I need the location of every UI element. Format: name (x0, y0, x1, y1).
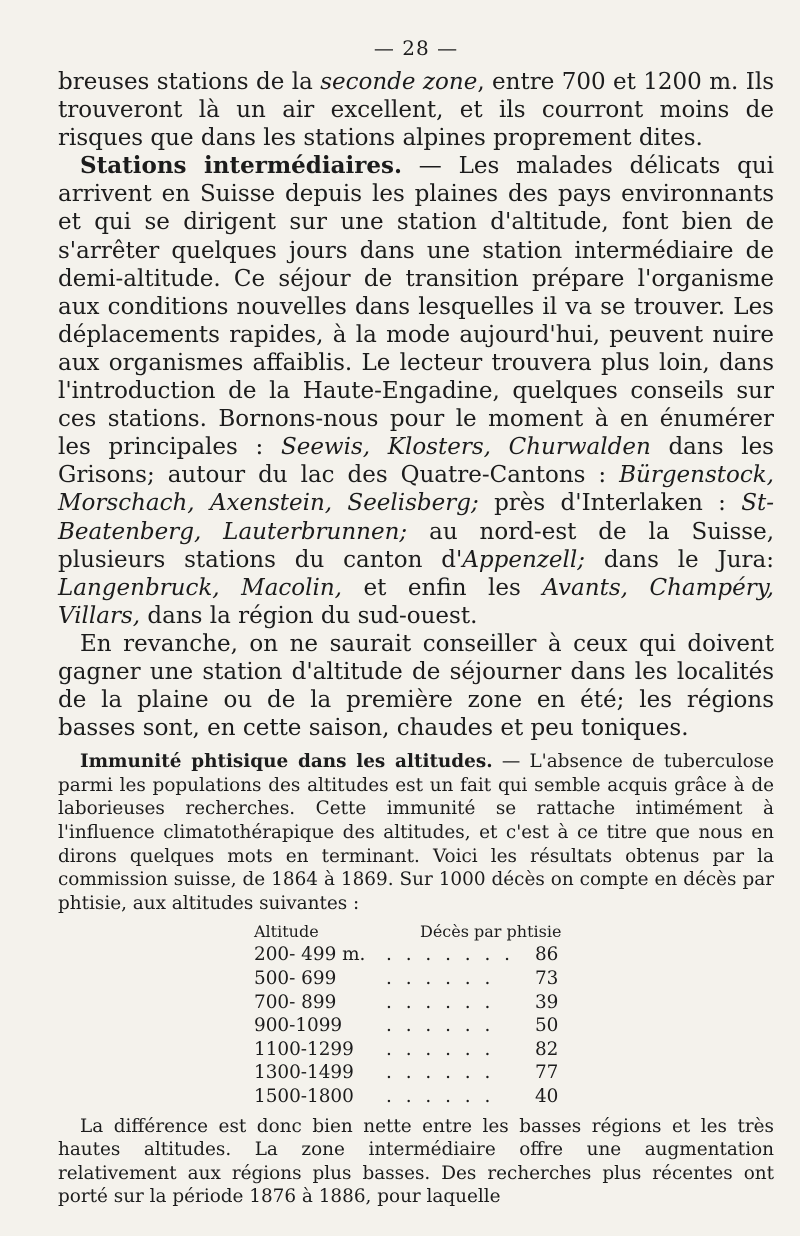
leader-dots: . . . . . . (386, 1015, 495, 1037)
paragraph-zone (58, 68, 774, 152)
altitude-cell: 900-1099 (254, 1015, 343, 1037)
italic-place-names: Avants, Champéry, Villars, (58, 574, 774, 629)
deaths-cell: 77 (534, 1062, 559, 1084)
table-row (254, 1085, 561, 1109)
leader-dots: . . . . . . . (386, 944, 514, 966)
text-run: — L'absence de tuberculose parmi les populations des altitudes est un fait qui semble acquis grâce à de laborieuses recherches. Cette immunité se rattache intimément à l'influence climatothérapique des altitudes, et c'est à ce titre que nous en dirons quelques mots en terminant. Voici les résultats obtenus par la commission suisse, de 1864 à 1869. Sur 1000 décès on compte en décès par phtisie, aux altitudes suivantes : (58, 751, 774, 914)
table-row (254, 1014, 561, 1038)
section-heading-immunity: Immunité phtisique dans les altitudes. (80, 751, 493, 773)
table-row (254, 991, 561, 1015)
text-run: — Les malades délicats qui arrivent en Suisse depuis les plaines des pays environnants et qui se dirigent sur une station d'altitude, font bien de s'arrêter quelques jours dans une station intermédiaire de demi-altitude. Ce séjour de transition prépare l'organisme aux conditions nouvelles dans lesquelles il va se trouver. Les déplacements rapides, à la mode aujourd'hui, peuvent nuire aux organismes affaiblis. Le lecteur trouvera plus loin, dans l'introduction de la Haute-Engadine, quelques conseils sur ces stations. Bornons-nous pour le moment à en énumérer les principales : (58, 153, 774, 461)
text-run: breuses stations de la (58, 69, 321, 95)
paragraph-conclusion: La différence est donc bien nette entre les basses régions et les très hautes altitudes. La zone intermédiaire offre une augmentation relativement aux régions plus basses. Des recherches plus récentes ont porté sur la période 1876 à 1886, pour laquelle (58, 1115, 774, 1208)
text-run: près d'Interlaken : (478, 490, 742, 517)
altitude-cell: 1100-1299 (254, 1038, 354, 1060)
deaths-cell: 82 (534, 1038, 559, 1060)
altitude-cell: 500- 699 (254, 968, 337, 989)
italic-place-names: Bürgenstock, Morschach, Axenstein, Seelisberg; (58, 462, 774, 517)
col-header-altitude: Altitude (254, 922, 319, 942)
italic-place-names: Appenzell; (462, 546, 585, 573)
leader-dots: . . . . . . (386, 1085, 495, 1107)
altitude-cell: 700- 899 (254, 991, 337, 1013)
table-row (254, 943, 561, 967)
text-run: dans la région du sud-ouest. (140, 602, 478, 629)
text-run: et enfin les (341, 574, 543, 601)
leader-dots: . . . . . . (386, 1038, 495, 1060)
table-header-row (254, 921, 561, 943)
table-row (254, 967, 561, 991)
table-row (254, 1038, 561, 1062)
leader-dots: . . . . . . (386, 968, 495, 989)
italic-place-names: Langenbruck, Macolin, (58, 574, 342, 601)
leader-dots: . . . . . . (386, 991, 495, 1013)
deaths-cell: 40 (534, 1085, 559, 1107)
deaths-cell: 73 (534, 968, 559, 989)
deaths-cell: 86 (534, 944, 559, 966)
text-run: , entre 700 et 1200 m. Ils trouveront là un air excellent, et ils courront moins de risques que dans les stations alpines proprement dites. (58, 69, 774, 152)
italic-place-names: Seewis, Klosters, Churwalden (280, 434, 651, 461)
deaths-cell: 39 (534, 991, 559, 1013)
text-run: dans les Grisons; autour du lac des Quatre-Cantons : (58, 434, 774, 489)
section-heading-intermediate: Stations intermédiaires. (80, 152, 402, 180)
deaths-cell: 50 (534, 1015, 559, 1037)
paragraph-plain-warning: En revanche, on ne saurait conseiller à ceux qui doivent gagner une station d'altitude de séjourner dans les localités de la plaine ou de la première zone en été; les régions basses sont, en cette saison, chaudes et peu toniques. (58, 630, 774, 742)
page-number: — 28 — (373, 36, 459, 60)
text-run: dans le Jura: (584, 546, 774, 573)
leader-dots: . . . . . . (386, 1062, 495, 1084)
table-row (254, 1061, 561, 1085)
col-header-deaths: Décès par phtisie (420, 922, 562, 942)
text-run: au nord-est de la Suisse, plusieurs stations du canton d' (58, 518, 775, 573)
italic-place-names: St-Beatenberg, Lauterbrunnen; (58, 490, 774, 545)
paragraph-intermediate-stations (58, 152, 774, 630)
altitude-cell: 1300-1499 (254, 1062, 354, 1084)
paragraph-immunity (58, 750, 774, 915)
phthisis-altitude-table (254, 921, 561, 1108)
italic-term: seconde zone (320, 69, 478, 95)
spacer (58, 742, 774, 750)
altitude-cell: 1500-1800 (254, 1085, 354, 1107)
altitude-cell: 200- 499 m. (254, 944, 366, 966)
